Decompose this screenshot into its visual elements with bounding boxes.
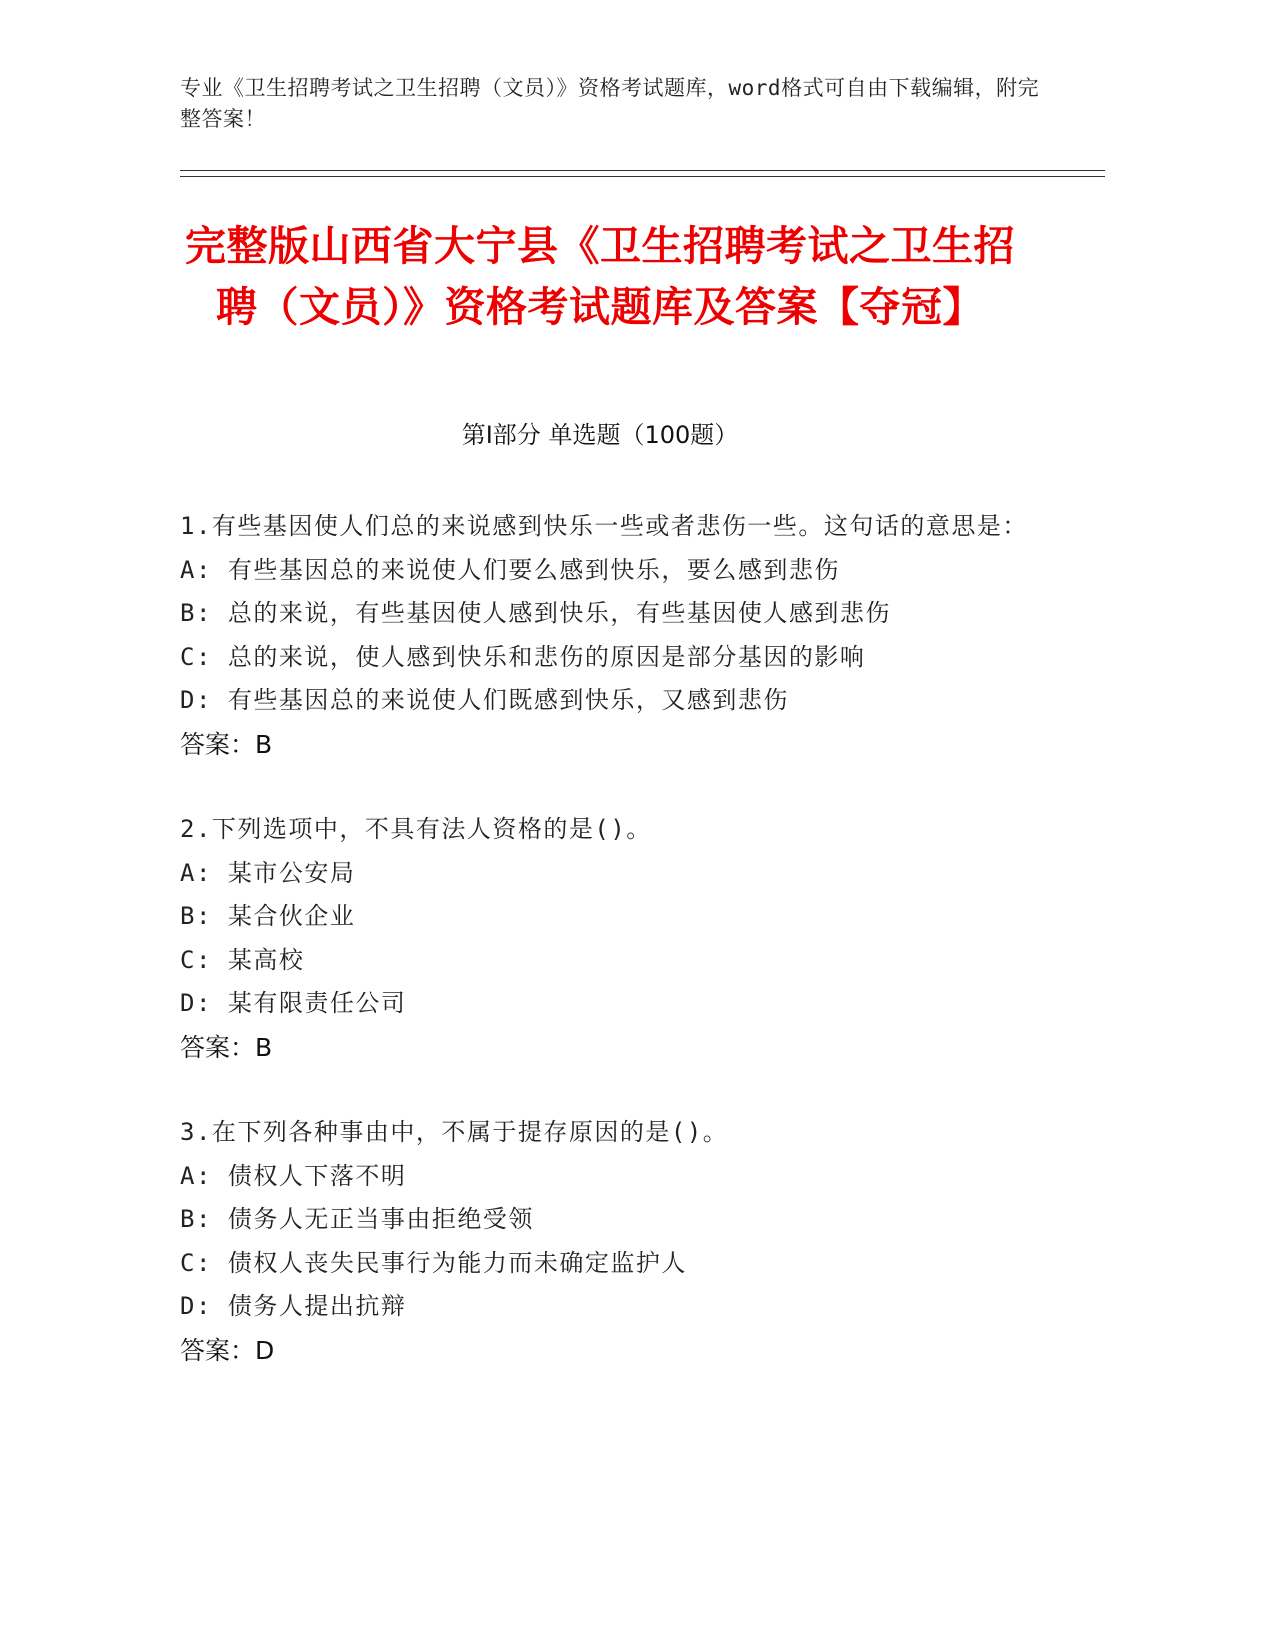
answer-line: 答案：B: [180, 1032, 273, 1062]
option-c: C: 债权人丧失民事行为能力而未确定监护人: [180, 1248, 687, 1277]
option-a: A: 有些基因总的来说使人们要么感到快乐，要么感到悲伤: [180, 555, 840, 584]
question-item: [180, 505, 1100, 766]
question-stem: 3.在下列各种事由中，不属于提存原因的是()。: [180, 1118, 729, 1146]
question-stem: 1.有些基因使人们总的来说感到快乐一些或者悲伤一些。这句话的意思是：: [180, 512, 1028, 540]
answer-line: 答案：B: [180, 729, 273, 759]
option-d: D: 债务人提出抗辩: [180, 1292, 407, 1320]
question-stem: 2.下列选项中，不具有法人资格的是()。: [180, 815, 652, 843]
question-item: [180, 1111, 1100, 1372]
answer-line: 答案：D: [180, 1335, 275, 1365]
option-c: C: 某高校: [180, 945, 305, 974]
header-note: 专业《卫生招聘考试之卫生招聘（文员）》资格考试题库，word格式可自由下载编辑，附完整答案！: [180, 76, 1040, 131]
question-list: [180, 505, 1100, 1414]
question-item: [180, 808, 1100, 1069]
option-b: B: 总的来说，有些基因使人感到快乐，有些基因使人感到悲伤: [180, 599, 891, 627]
option-b: B: 某合伙企业: [180, 902, 356, 930]
option-c: C: 总的来说，使人感到快乐和悲伤的原因是部分基因的影响: [180, 642, 866, 671]
option-b: B: 债务人无正当事由拒绝受领: [180, 1205, 534, 1233]
option-d: D: 有些基因总的来说使人们既感到快乐，又感到悲伤: [180, 686, 789, 714]
document-title: 完整版山西省大宁县《卫生招聘考试之卫生招聘（文员）》资格考试题库及答案【夺冠】: [185, 222, 1015, 331]
section-heading: 第Ⅰ部分 单选题（100题）: [461, 421, 739, 449]
option-a: A: 债权人下落不明: [180, 1161, 407, 1190]
option-a: A: 某市公安局: [180, 858, 356, 887]
header-divider-bottom: [180, 176, 1105, 177]
option-d: D: 某有限责任公司: [180, 989, 407, 1017]
header-divider-top: [180, 170, 1105, 171]
